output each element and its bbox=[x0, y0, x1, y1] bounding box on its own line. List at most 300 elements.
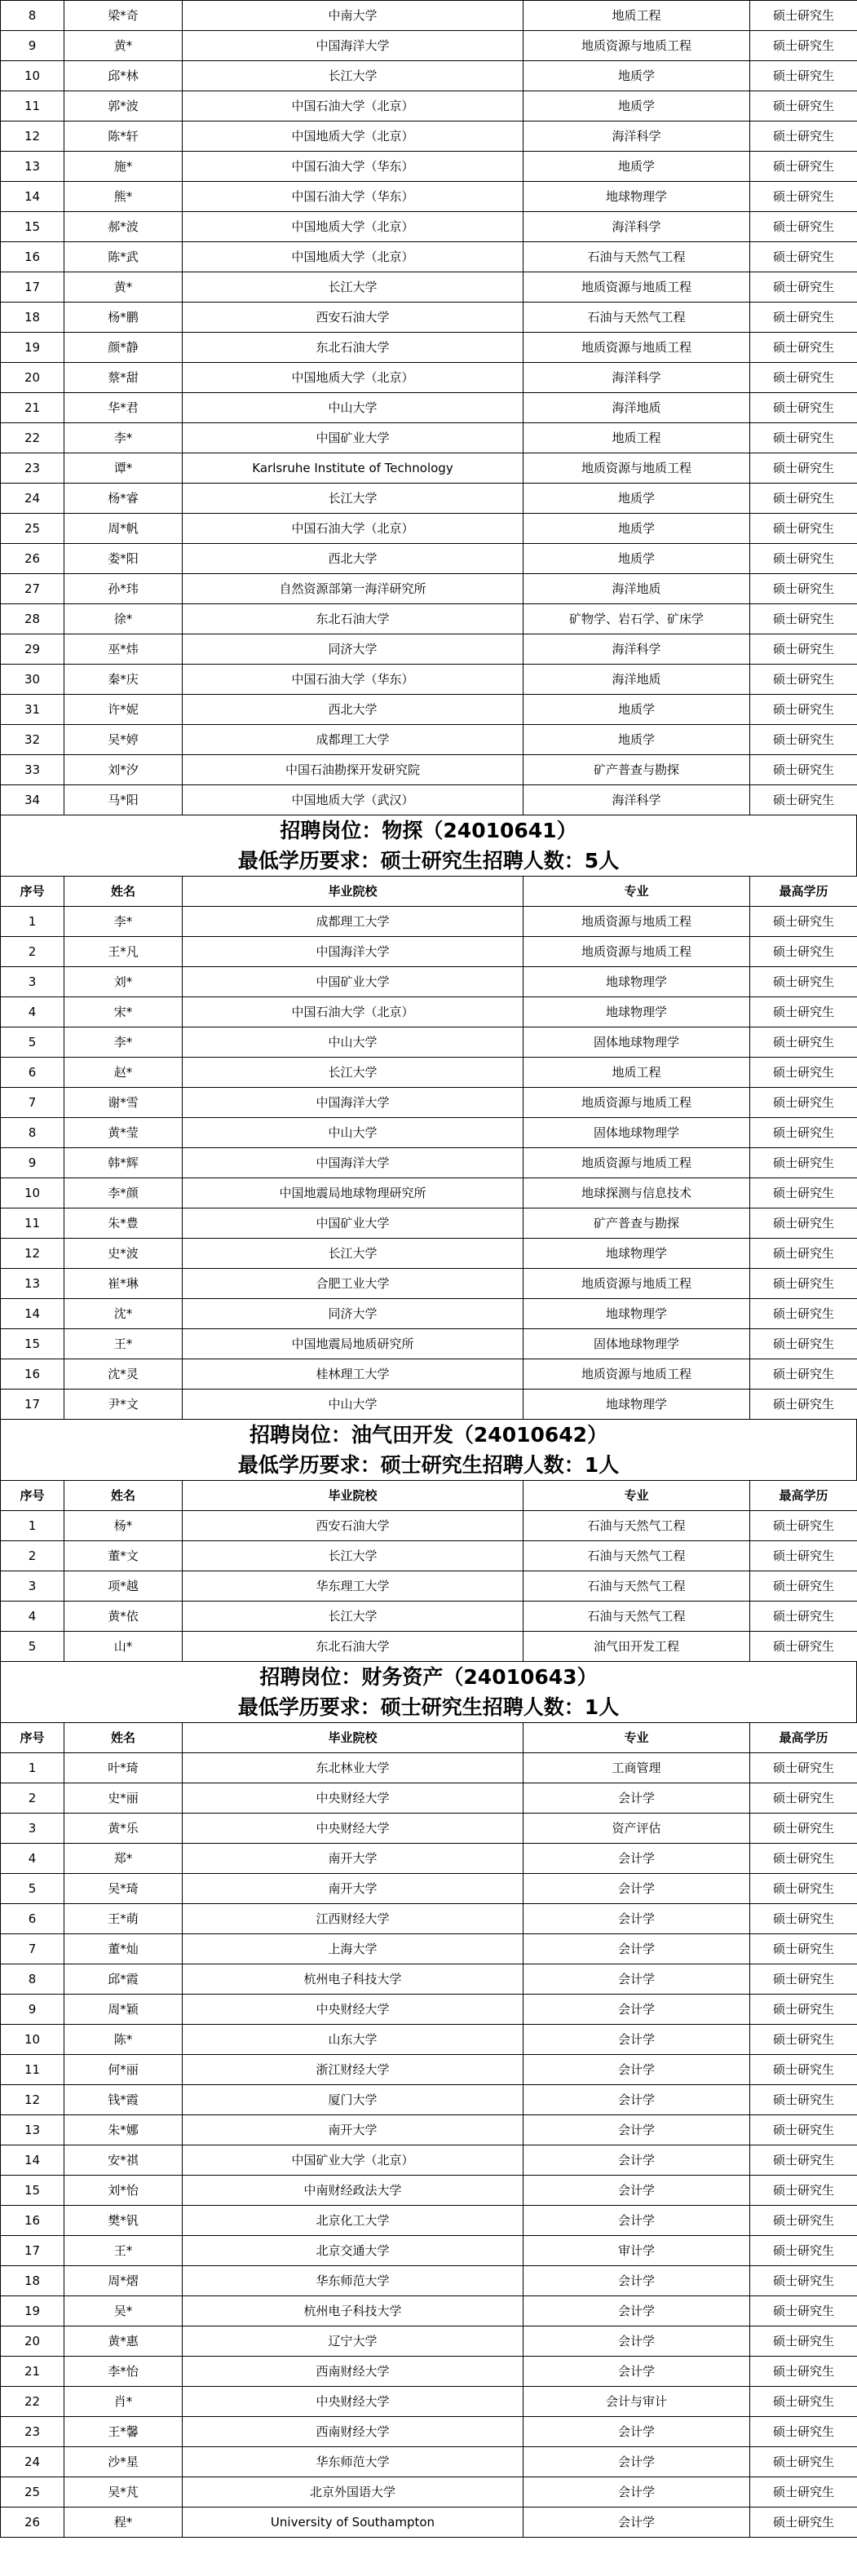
cell-major: 资产评估 bbox=[523, 1814, 750, 1844]
cell-degree: 硕士研究生 bbox=[750, 1783, 857, 1814]
cell-major: 地质工程 bbox=[523, 423, 750, 453]
cell-major: 会计学 bbox=[523, 2477, 750, 2508]
cell-degree: 硕士研究生 bbox=[750, 1934, 857, 1964]
cell-name: 李* bbox=[64, 907, 183, 937]
table-row bbox=[1, 1753, 857, 1783]
cell-major: 地质学 bbox=[523, 484, 750, 514]
candidate-table bbox=[0, 0, 857, 815]
cell-index: 4 bbox=[1, 1844, 64, 1874]
cell-school: 杭州电子科技大学 bbox=[183, 1964, 523, 1995]
cell-school: 成都理工大学 bbox=[183, 907, 523, 937]
cell-degree: 硕士研究生 bbox=[750, 2296, 857, 2326]
cell-major: 海洋地质 bbox=[523, 393, 750, 423]
cell-name: 邱*林 bbox=[64, 61, 183, 91]
candidate-table bbox=[0, 1480, 857, 1662]
cell-index: 3 bbox=[1, 1571, 64, 1602]
cell-name: 吴* bbox=[64, 2296, 183, 2326]
table-row bbox=[1, 1208, 857, 1239]
cell-index: 19 bbox=[1, 333, 64, 363]
table-row bbox=[1, 182, 857, 212]
cell-degree: 硕士研究生 bbox=[750, 1964, 857, 1995]
cell-name: 李* bbox=[64, 1027, 183, 1058]
cell-index: 13 bbox=[1, 2115, 64, 2145]
cell-degree: 硕士研究生 bbox=[750, 2477, 857, 2508]
cell-major: 地质资源与地质工程 bbox=[523, 1359, 750, 1390]
cell-major: 地质工程 bbox=[523, 1, 750, 31]
cell-major: 会计学 bbox=[523, 2508, 750, 2538]
cell-name: 韩*辉 bbox=[64, 1148, 183, 1178]
cell-name: 董*灿 bbox=[64, 1934, 183, 1964]
cell-index: 13 bbox=[1, 152, 64, 182]
cell-major: 海洋科学 bbox=[523, 212, 750, 242]
cell-degree: 硕士研究生 bbox=[750, 2206, 857, 2236]
cell-major: 海洋科学 bbox=[523, 122, 750, 152]
table-row bbox=[1, 1178, 857, 1208]
cell-major: 海洋地质 bbox=[523, 574, 750, 604]
table-row bbox=[1, 2357, 857, 2387]
cell-degree: 硕士研究生 bbox=[750, 2417, 857, 2447]
cell-name: 王*萌 bbox=[64, 1904, 183, 1934]
table-row bbox=[1, 1329, 857, 1359]
table-row bbox=[1, 363, 857, 393]
cell-name: 蔡*甜 bbox=[64, 363, 183, 393]
cell-degree: 硕士研究生 bbox=[750, 1, 857, 31]
column-header: 专业 bbox=[523, 1723, 750, 1753]
cell-name: 钱*霞 bbox=[64, 2085, 183, 2115]
table-row bbox=[1, 1088, 857, 1118]
cell-name: 陈*轩 bbox=[64, 122, 183, 152]
cell-degree: 硕士研究生 bbox=[750, 785, 857, 815]
cell-name: 沈* bbox=[64, 1299, 183, 1329]
cell-major: 石油与天然气工程 bbox=[523, 1602, 750, 1632]
column-header: 专业 bbox=[523, 877, 750, 907]
section-title-block bbox=[0, 815, 857, 876]
cell-major: 地球探测与信息技术 bbox=[523, 1178, 750, 1208]
cell-major: 会计学 bbox=[523, 1964, 750, 1995]
cell-degree: 硕士研究生 bbox=[750, 2145, 857, 2176]
table-row bbox=[1, 2145, 857, 2176]
cell-index: 7 bbox=[1, 1088, 64, 1118]
cell-degree: 硕士研究生 bbox=[750, 212, 857, 242]
cell-name: 巫*炜 bbox=[64, 634, 183, 665]
cell-degree: 硕士研究生 bbox=[750, 91, 857, 122]
cell-school: 西南财经大学 bbox=[183, 2357, 523, 2387]
cell-name: 程* bbox=[64, 2508, 183, 2538]
cell-major: 审计学 bbox=[523, 2236, 750, 2266]
cell-name: 沙*星 bbox=[64, 2447, 183, 2477]
cell-name: 施* bbox=[64, 152, 183, 182]
cell-index: 4 bbox=[1, 1602, 64, 1632]
cell-index: 16 bbox=[1, 1359, 64, 1390]
cell-index: 8 bbox=[1, 1, 64, 31]
cell-index: 5 bbox=[1, 1874, 64, 1904]
cell-school: 中山大学 bbox=[183, 393, 523, 423]
cell-major: 会计学 bbox=[523, 1934, 750, 1964]
cell-school: 长江大学 bbox=[183, 484, 523, 514]
cell-name: 肖* bbox=[64, 2387, 183, 2417]
cell-school: 中国地震局地质研究所 bbox=[183, 1329, 523, 1359]
cell-school: 中山大学 bbox=[183, 1390, 523, 1420]
cell-degree: 硕士研究生 bbox=[750, 665, 857, 695]
cell-index: 12 bbox=[1, 122, 64, 152]
cell-degree: 硕士研究生 bbox=[750, 1178, 857, 1208]
cell-name: 郝*波 bbox=[64, 212, 183, 242]
cell-name: 何*丽 bbox=[64, 2055, 183, 2085]
cell-degree: 硕士研究生 bbox=[750, 1814, 857, 1844]
cell-degree: 硕士研究生 bbox=[750, 634, 857, 665]
cell-degree: 硕士研究生 bbox=[750, 1995, 857, 2025]
candidate-table bbox=[0, 1722, 857, 2538]
cell-index: 23 bbox=[1, 2417, 64, 2447]
cell-index: 15 bbox=[1, 1329, 64, 1359]
cell-name: 董*文 bbox=[64, 1541, 183, 1571]
cell-school: 中国地震局地球物理研究所 bbox=[183, 1178, 523, 1208]
cell-degree: 硕士研究生 bbox=[750, 2326, 857, 2357]
cell-school: 同济大学 bbox=[183, 1299, 523, 1329]
cell-degree: 硕士研究生 bbox=[750, 695, 857, 725]
table-row bbox=[1, 1602, 857, 1632]
table-row bbox=[1, 1934, 857, 1964]
cell-school: 中国石油大学（北京） bbox=[183, 997, 523, 1027]
cell-degree: 硕士研究生 bbox=[750, 937, 857, 967]
cell-index: 34 bbox=[1, 785, 64, 815]
cell-school: 辽宁大学 bbox=[183, 2326, 523, 2357]
cell-degree: 硕士研究生 bbox=[750, 1299, 857, 1329]
cell-index: 28 bbox=[1, 604, 64, 634]
cell-degree: 硕士研究生 bbox=[750, 303, 857, 333]
cell-index: 15 bbox=[1, 212, 64, 242]
cell-school: 长江大学 bbox=[183, 1541, 523, 1571]
cell-degree: 硕士研究生 bbox=[750, 1058, 857, 1088]
cell-school: 中南大学 bbox=[183, 1, 523, 31]
cell-name: 陈*武 bbox=[64, 242, 183, 272]
table-row bbox=[1, 31, 857, 61]
cell-major: 会计学 bbox=[523, 2025, 750, 2055]
table-row bbox=[1, 453, 857, 484]
cell-index: 3 bbox=[1, 967, 64, 997]
cell-major: 地质资源与地质工程 bbox=[523, 1148, 750, 1178]
cell-major: 工商管理 bbox=[523, 1753, 750, 1783]
table-header-row bbox=[1, 877, 857, 907]
cell-index: 6 bbox=[1, 1058, 64, 1088]
cell-major: 石油与天然气工程 bbox=[523, 1571, 750, 1602]
cell-index: 5 bbox=[1, 1027, 64, 1058]
cell-degree: 硕士研究生 bbox=[750, 907, 857, 937]
cell-name: 王* bbox=[64, 2236, 183, 2266]
table-row bbox=[1, 2055, 857, 2085]
cell-school: 成都理工大学 bbox=[183, 725, 523, 755]
cell-index: 6 bbox=[1, 1904, 64, 1934]
cell-major: 固体地球物理学 bbox=[523, 1329, 750, 1359]
cell-school: 长江大学 bbox=[183, 1602, 523, 1632]
table-row bbox=[1, 484, 857, 514]
cell-name: 宋* bbox=[64, 997, 183, 1027]
cell-major: 地球物理学 bbox=[523, 997, 750, 1027]
cell-school: 中国矿业大学（北京） bbox=[183, 2145, 523, 2176]
cell-major: 地质资源与地质工程 bbox=[523, 1269, 750, 1299]
cell-index: 8 bbox=[1, 1118, 64, 1148]
cell-name: 李*怡 bbox=[64, 2357, 183, 2387]
cell-index: 10 bbox=[1, 61, 64, 91]
table-row bbox=[1, 61, 857, 91]
cell-index: 25 bbox=[1, 2477, 64, 2508]
cell-school: 北京化工大学 bbox=[183, 2206, 523, 2236]
cell-school: 华东师范大学 bbox=[183, 2266, 523, 2296]
cell-degree: 硕士研究生 bbox=[750, 2115, 857, 2145]
cell-school: 中国海洋大学 bbox=[183, 1148, 523, 1178]
cell-major: 海洋地质 bbox=[523, 665, 750, 695]
cell-index: 22 bbox=[1, 2387, 64, 2417]
table-row bbox=[1, 1269, 857, 1299]
cell-school: 东北石油大学 bbox=[183, 604, 523, 634]
table-row bbox=[1, 2296, 857, 2326]
cell-index: 3 bbox=[1, 1814, 64, 1844]
position-title: 招聘岗位：油气田开发（24010642） bbox=[249, 1423, 608, 1447]
cell-major: 会计学 bbox=[523, 2417, 750, 2447]
cell-school: 西北大学 bbox=[183, 544, 523, 574]
cell-major: 会计学 bbox=[523, 2206, 750, 2236]
cell-school: 中国矿业大学 bbox=[183, 967, 523, 997]
cell-index: 11 bbox=[1, 2055, 64, 2085]
column-header: 序号 bbox=[1, 1723, 64, 1753]
cell-name: 马*阳 bbox=[64, 785, 183, 815]
cell-name: 谭* bbox=[64, 453, 183, 484]
cell-major: 地质学 bbox=[523, 695, 750, 725]
cell-major: 会计学 bbox=[523, 2326, 750, 2357]
table-row bbox=[1, 2387, 857, 2417]
cell-index: 16 bbox=[1, 242, 64, 272]
cell-name: 黄* bbox=[64, 31, 183, 61]
cell-major: 会计学 bbox=[523, 2296, 750, 2326]
table-header-row bbox=[1, 1481, 857, 1511]
cell-major: 地质资源与地质工程 bbox=[523, 907, 750, 937]
cell-index: 21 bbox=[1, 393, 64, 423]
cell-index: 9 bbox=[1, 31, 64, 61]
cell-name: 刘*汐 bbox=[64, 755, 183, 785]
cell-degree: 硕士研究生 bbox=[750, 1027, 857, 1058]
cell-major: 会计学 bbox=[523, 1844, 750, 1874]
cell-school: 中国海洋大学 bbox=[183, 1088, 523, 1118]
cell-major: 海洋科学 bbox=[523, 634, 750, 665]
cell-name: 李*颜 bbox=[64, 1178, 183, 1208]
table-row bbox=[1, 937, 857, 967]
cell-major: 地质学 bbox=[523, 61, 750, 91]
cell-name: 刘*怡 bbox=[64, 2176, 183, 2206]
cell-school: 中国海洋大学 bbox=[183, 937, 523, 967]
column-header: 最高学历 bbox=[750, 1481, 857, 1511]
cell-index: 5 bbox=[1, 1632, 64, 1662]
cell-degree: 硕士研究生 bbox=[750, 1239, 857, 1269]
column-header: 姓名 bbox=[64, 1723, 183, 1753]
section-title-block bbox=[0, 1662, 857, 1722]
cell-major: 地质资源与地质工程 bbox=[523, 333, 750, 363]
cell-degree: 硕士研究生 bbox=[750, 122, 857, 152]
table-row bbox=[1, 242, 857, 272]
cell-school: 中国石油大学（华东） bbox=[183, 665, 523, 695]
table-row bbox=[1, 2236, 857, 2266]
cell-name: 颜*静 bbox=[64, 333, 183, 363]
column-header: 序号 bbox=[1, 1481, 64, 1511]
cell-degree: 硕士研究生 bbox=[750, 544, 857, 574]
cell-name: 周*颖 bbox=[64, 1995, 183, 2025]
cell-degree: 硕士研究生 bbox=[750, 1602, 857, 1632]
cell-name: 刘* bbox=[64, 967, 183, 997]
column-header: 序号 bbox=[1, 877, 64, 907]
cell-major: 会计学 bbox=[523, 2055, 750, 2085]
requirement-title: 最低学历要求：硕士研究生招聘人数：1人 bbox=[237, 1453, 620, 1477]
cell-school: 中国地质大学（北京） bbox=[183, 122, 523, 152]
cell-school: 东北石油大学 bbox=[183, 333, 523, 363]
cell-degree: 硕士研究生 bbox=[750, 2236, 857, 2266]
table-row bbox=[1, 2025, 857, 2055]
cell-major: 会计学 bbox=[523, 2145, 750, 2176]
cell-school: 中央财经大学 bbox=[183, 1783, 523, 1814]
cell-name: 杨* bbox=[64, 1511, 183, 1541]
cell-index: 16 bbox=[1, 2206, 64, 2236]
cell-index: 10 bbox=[1, 2025, 64, 2055]
cell-degree: 硕士研究生 bbox=[750, 61, 857, 91]
table-row bbox=[1, 1995, 857, 2025]
cell-index: 30 bbox=[1, 665, 64, 695]
table-row bbox=[1, 152, 857, 182]
cell-degree: 硕士研究生 bbox=[750, 484, 857, 514]
cell-index: 1 bbox=[1, 907, 64, 937]
cell-name: 王* bbox=[64, 1329, 183, 1359]
cell-name: 尹*文 bbox=[64, 1390, 183, 1420]
cell-degree: 硕士研究生 bbox=[750, 2508, 857, 2538]
table-row bbox=[1, 1058, 857, 1088]
cell-index: 26 bbox=[1, 544, 64, 574]
cell-index: 18 bbox=[1, 2266, 64, 2296]
cell-name: 杨*鹏 bbox=[64, 303, 183, 333]
cell-name: 黄*莹 bbox=[64, 1118, 183, 1148]
cell-name: 樊*钒 bbox=[64, 2206, 183, 2236]
table-row bbox=[1, 423, 857, 453]
table-row bbox=[1, 2176, 857, 2206]
cell-school: 北京外国语大学 bbox=[183, 2477, 523, 2508]
cell-major: 地质学 bbox=[523, 514, 750, 544]
cell-major: 地质工程 bbox=[523, 1058, 750, 1088]
cell-degree: 硕士研究生 bbox=[750, 1753, 857, 1783]
table-row bbox=[1, 1783, 857, 1814]
cell-name: 朱*豊 bbox=[64, 1208, 183, 1239]
cell-school: 中央财经大学 bbox=[183, 1814, 523, 1844]
cell-school: 中国石油大学（北京） bbox=[183, 514, 523, 544]
cell-school: 中央财经大学 bbox=[183, 1995, 523, 2025]
cell-name: 许*妮 bbox=[64, 695, 183, 725]
cell-degree: 硕士研究生 bbox=[750, 1359, 857, 1390]
cell-major: 地质学 bbox=[523, 544, 750, 574]
cell-degree: 硕士研究生 bbox=[750, 1269, 857, 1299]
table-row bbox=[1, 1632, 857, 1662]
cell-degree: 硕士研究生 bbox=[750, 453, 857, 484]
cell-name: 安*祺 bbox=[64, 2145, 183, 2176]
column-header: 毕业院校 bbox=[183, 1723, 523, 1753]
cell-degree: 硕士研究生 bbox=[750, 2447, 857, 2477]
cell-index: 21 bbox=[1, 2357, 64, 2387]
table-row bbox=[1, 725, 857, 755]
cell-degree: 硕士研究生 bbox=[750, 1118, 857, 1148]
cell-name: 吴*芃 bbox=[64, 2477, 183, 2508]
cell-name: 周*熠 bbox=[64, 2266, 183, 2296]
table-row bbox=[1, 1027, 857, 1058]
cell-school: 西北大学 bbox=[183, 695, 523, 725]
cell-index: 23 bbox=[1, 453, 64, 484]
cell-index: 8 bbox=[1, 1964, 64, 1995]
cell-index: 13 bbox=[1, 1269, 64, 1299]
table-row bbox=[1, 1118, 857, 1148]
cell-degree: 硕士研究生 bbox=[750, 242, 857, 272]
cell-index: 12 bbox=[1, 1239, 64, 1269]
cell-degree: 硕士研究生 bbox=[750, 2357, 857, 2387]
cell-index: 33 bbox=[1, 755, 64, 785]
cell-major: 矿产普查与勘探 bbox=[523, 1208, 750, 1239]
cell-major: 固体地球物理学 bbox=[523, 1027, 750, 1058]
cell-degree: 硕士研究生 bbox=[750, 1844, 857, 1874]
cell-name: 熊* bbox=[64, 182, 183, 212]
cell-name: 吴*婷 bbox=[64, 725, 183, 755]
cell-school: 合肥工业大学 bbox=[183, 1269, 523, 1299]
cell-school: 中国地质大学（北京） bbox=[183, 363, 523, 393]
cell-degree: 硕士研究生 bbox=[750, 574, 857, 604]
cell-degree: 硕士研究生 bbox=[750, 1088, 857, 1118]
cell-major: 地球物理学 bbox=[523, 1390, 750, 1420]
cell-name: 史*波 bbox=[64, 1239, 183, 1269]
cell-degree: 硕士研究生 bbox=[750, 31, 857, 61]
cell-degree: 硕士研究生 bbox=[750, 967, 857, 997]
column-header: 最高学历 bbox=[750, 877, 857, 907]
table-row bbox=[1, 2417, 857, 2447]
cell-school: 厦门大学 bbox=[183, 2085, 523, 2115]
cell-major: 海洋科学 bbox=[523, 363, 750, 393]
cell-index: 31 bbox=[1, 695, 64, 725]
cell-major: 地球物理学 bbox=[523, 1239, 750, 1269]
position-title: 招聘岗位：物探（24010641） bbox=[280, 819, 577, 842]
cell-school: Karlsruhe Institute of Technology bbox=[183, 453, 523, 484]
cell-major: 石油与天然气工程 bbox=[523, 242, 750, 272]
table-row bbox=[1, 2447, 857, 2477]
cell-school: 中国石油大学（华东） bbox=[183, 182, 523, 212]
cell-degree: 硕士研究生 bbox=[750, 333, 857, 363]
cell-index: 1 bbox=[1, 1511, 64, 1541]
column-header: 毕业院校 bbox=[183, 1481, 523, 1511]
table-row bbox=[1, 1511, 857, 1541]
cell-major: 会计学 bbox=[523, 1904, 750, 1934]
cell-school: 中国地质大学（北京） bbox=[183, 242, 523, 272]
cell-school: University of Southampton bbox=[183, 2508, 523, 2538]
cell-index: 24 bbox=[1, 2447, 64, 2477]
cell-index: 19 bbox=[1, 2296, 64, 2326]
cell-school: 长江大学 bbox=[183, 272, 523, 303]
cell-major: 石油与天然气工程 bbox=[523, 1511, 750, 1541]
cell-index: 29 bbox=[1, 634, 64, 665]
cell-index: 14 bbox=[1, 2145, 64, 2176]
cell-school: 同济大学 bbox=[183, 634, 523, 665]
cell-index: 14 bbox=[1, 1299, 64, 1329]
cell-index: 11 bbox=[1, 1208, 64, 1239]
table-row bbox=[1, 2206, 857, 2236]
requirement-title: 最低学历要求：硕士研究生招聘人数：1人 bbox=[237, 1695, 620, 1719]
cell-school: 上海大学 bbox=[183, 1934, 523, 1964]
cell-major: 石油与天然气工程 bbox=[523, 1541, 750, 1571]
table-row bbox=[1, 1148, 857, 1178]
cell-major: 地球物理学 bbox=[523, 1299, 750, 1329]
table-row bbox=[1, 1, 857, 31]
cell-index: 4 bbox=[1, 997, 64, 1027]
table-row bbox=[1, 665, 857, 695]
cell-index: 18 bbox=[1, 303, 64, 333]
cell-degree: 硕士研究生 bbox=[750, 1571, 857, 1602]
